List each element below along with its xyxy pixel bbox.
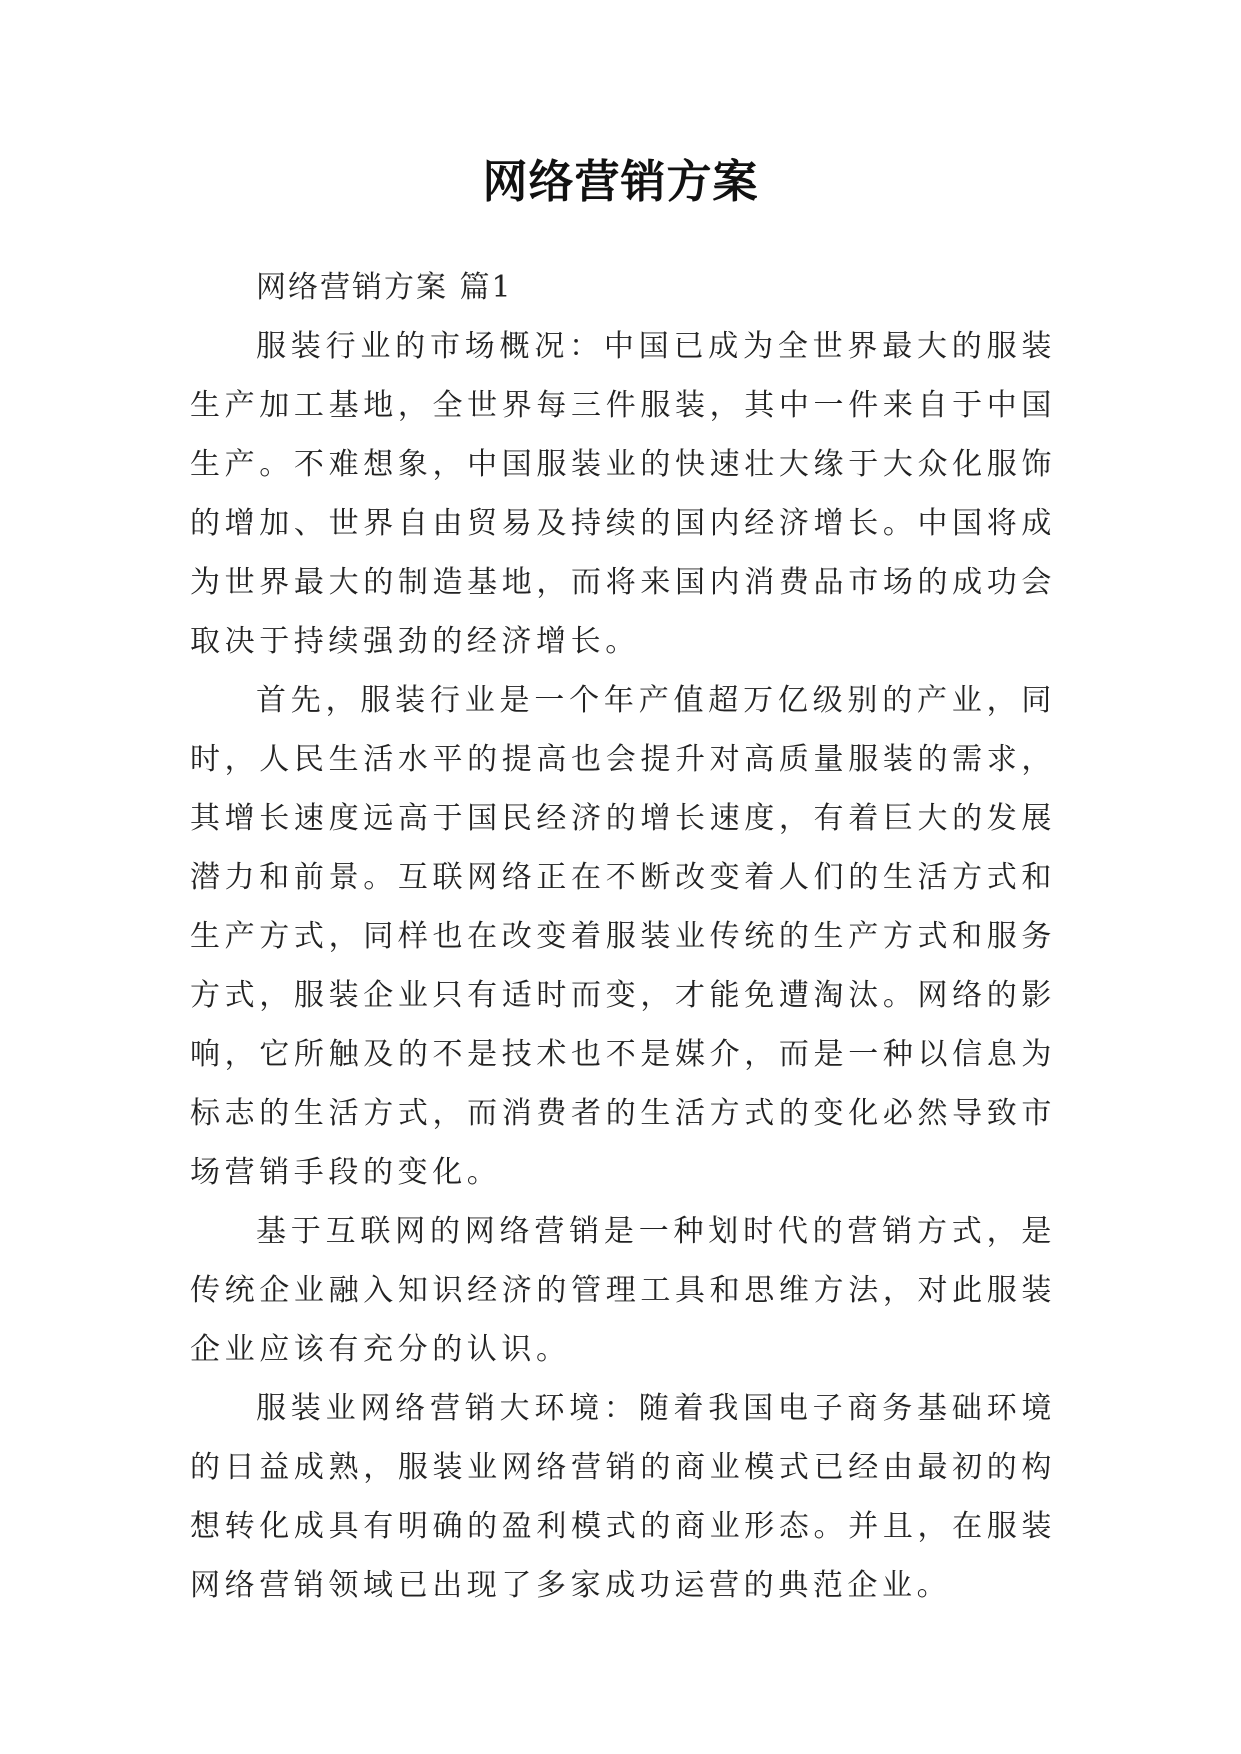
paragraph-marketing-environment: 服装业网络营销大环境：随着我国电子商务基础环境的日益成熟，服装业网络营销的商业模式已经由最初的构想转化成具有明确的盈利模式的商业形态。并且，在服装网络营销领域已出现了多家成功运营的典范企业。 xyxy=(190,1391,1056,1603)
document-title: 网络营销方案 xyxy=(482,155,759,208)
paragraph-market-overview: 服装行业的市场概况：中国已成为全世界最大的服装生产加工基地，全世界每三件服装，其中一件来自于中国生产。不难想象，中国服装业的快速壮大缘于大众化服饰的增加、世界自由贸易及持续的国内经济增长。中国将成为世界最大的制造基地，而将来国内消费品市场的成功会取决于持续强劲的经济增长。 xyxy=(190,329,1056,659)
paragraph-industry-potential: 首先，服装行业是一个年产值超万亿级别的产业，同时，人民生活水平的提高也会提升对高质量服装的需求，其增长速度远高于国民经济的增长速度，有着巨大的发展潜力和前景。互联网络正在不断改变着人们的生活方式和生产方式，同样也在改变着服装业传统的生产方式和服务方式，服装企业只有适时而变，才能免遭淘汰。网络的影响，它所触及的不是技术也不是媒介，而是一种以信息为标志的生活方式，而消费者的生活方式的变化必然导致市场营销手段的变化。 xyxy=(190,683,1056,1190)
section-heading: 网络营销方案 篇1 xyxy=(256,270,513,305)
document-body xyxy=(190,258,1056,1615)
paragraph-internet-marketing: 基于互联网的网络营销是一种划时代的营销方式，是传统企业融入知识经济的管理工具和思维方法，对此服装企业应该有充分的认识。 xyxy=(190,1214,1056,1367)
